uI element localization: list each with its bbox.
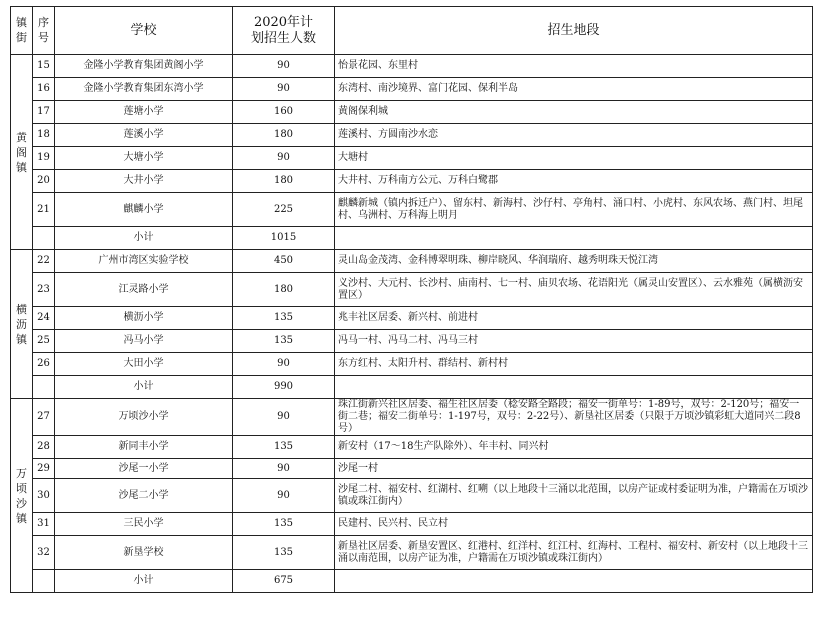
area-cell: 新安村（17～18生产队除外）、年丰村、同兴村 <box>335 436 813 459</box>
seq-cell: 28 <box>33 436 55 459</box>
school-cell: 三民小学 <box>55 513 233 536</box>
area-cell: 珠江街新兴社区居委、福生社区居委（稔安路全路段；福安一街单号：1-89号，双号：2-120号；福安一街二巷；福安二街单号：1-197号，双号：2-22号）、新垦社区居委（只限于万顷沙镇彩虹大道同兴二段8号） <box>335 399 813 436</box>
school-cell: 横沥小学 <box>55 307 233 330</box>
quota-cell: 90 <box>233 55 335 78</box>
quota-cell: 135 <box>233 536 335 570</box>
header-row <box>11 7 813 55</box>
header-quota: 2020年计划招生人数 <box>233 7 335 55</box>
quota-cell: 180 <box>233 170 335 193</box>
table-row <box>11 479 813 513</box>
table-row <box>11 273 813 307</box>
area-cell: 东方红村、太阳升村、群结村、新村村 <box>335 353 813 376</box>
town-cell: 万顷沙镇 <box>11 399 33 593</box>
quota-cell: 160 <box>233 101 335 124</box>
subtotal-label: 小计 <box>55 376 233 399</box>
seq-cell: 31 <box>33 513 55 536</box>
quota-cell: 180 <box>233 273 335 307</box>
table-row <box>11 170 813 193</box>
school-cell: 新同丰小学 <box>55 436 233 459</box>
header-seq: 序号 <box>33 7 55 55</box>
seq-cell: 19 <box>33 147 55 170</box>
table-row <box>11 513 813 536</box>
table-row <box>11 307 813 330</box>
subtotal-value: 1015 <box>233 227 335 250</box>
area-cell: 怡景花园、东里村 <box>335 55 813 78</box>
subtotal-value: 675 <box>233 570 335 593</box>
seq-cell: 18 <box>33 124 55 147</box>
seq-cell: 24 <box>33 307 55 330</box>
table-row <box>11 193 813 227</box>
subtotal-row <box>11 570 813 593</box>
table-row <box>11 55 813 78</box>
area-cell: 兆丰社区居委、新兴村、前进村 <box>335 307 813 330</box>
school-cell: 大井小学 <box>55 170 233 193</box>
seq-cell: 20 <box>33 170 55 193</box>
subtotal-row <box>11 376 813 399</box>
header-area: 招生地段 <box>335 7 813 55</box>
area-cell: 莲溪村、方圆南沙水恋 <box>335 124 813 147</box>
quota-cell: 135 <box>233 436 335 459</box>
quota-cell: 135 <box>233 330 335 353</box>
seq-cell: 17 <box>33 101 55 124</box>
school-cell: 莲溪小学 <box>55 124 233 147</box>
header-town: 镇街 <box>11 7 33 55</box>
quota-cell: 90 <box>233 459 335 479</box>
table-row <box>11 101 813 124</box>
seq-cell: 32 <box>33 536 55 570</box>
table-row <box>11 436 813 459</box>
school-cell: 麒麟小学 <box>55 193 233 227</box>
school-cell: 新垦学校 <box>55 536 233 570</box>
school-cell: 广州市湾区实验学校 <box>55 250 233 273</box>
quota-cell: 90 <box>233 353 335 376</box>
school-cell: 金隆小学教育集团东湾小学 <box>55 78 233 101</box>
quota-cell: 90 <box>233 399 335 436</box>
school-cell: 沙尾一小学 <box>55 459 233 479</box>
table-row <box>11 250 813 273</box>
quota-cell: 90 <box>233 147 335 170</box>
school-cell: 冯马小学 <box>55 330 233 353</box>
header-school: 学校 <box>55 7 233 55</box>
seq-cell: 23 <box>33 273 55 307</box>
area-cell: 沙尾二村、福安村、红湖村、红嗍（以上地段十三涌以北范围，以房产证或村委证明为准，户籍需在万顷沙镇或珠江街内） <box>335 479 813 513</box>
school-cell: 大塘小学 <box>55 147 233 170</box>
town-cell: 横沥镇 <box>11 250 33 399</box>
subtotal-label: 小计 <box>55 227 233 250</box>
seq-cell: 15 <box>33 55 55 78</box>
quota-cell: 450 <box>233 250 335 273</box>
table-row <box>11 124 813 147</box>
table-row <box>11 353 813 376</box>
area-cell: 灵山岛金茂湾、金科博翠明珠、柳岸晓风、华润瑞府、越秀明珠天悦江湾 <box>335 250 813 273</box>
school-cell: 莲塘小学 <box>55 101 233 124</box>
table-row <box>11 399 813 436</box>
table-row <box>11 536 813 570</box>
table-row <box>11 78 813 101</box>
school-cell: 万顷沙小学 <box>55 399 233 436</box>
area-cell: 大井村、万科南方公元、万科白鹭郡 <box>335 170 813 193</box>
seq-cell: 26 <box>33 353 55 376</box>
area-cell: 黄阁保利城 <box>335 101 813 124</box>
school-cell: 沙尾二小学 <box>55 479 233 513</box>
quota-cell: 90 <box>233 479 335 513</box>
enrollment-table <box>10 6 813 593</box>
seq-cell: 25 <box>33 330 55 353</box>
table-row <box>11 147 813 170</box>
school-cell: 江灵路小学 <box>55 273 233 307</box>
area-cell: 冯马一村、冯马二村、冯马三村 <box>335 330 813 353</box>
quota-cell: 225 <box>233 193 335 227</box>
seq-cell: 27 <box>33 399 55 436</box>
area-cell: 沙尾一村 <box>335 459 813 479</box>
area-cell: 东湾村、南沙境界、富门花园、保利半岛 <box>335 78 813 101</box>
table-row <box>11 459 813 479</box>
school-cell: 金隆小学教育集团黄阁小学 <box>55 55 233 78</box>
area-cell: 大塘村 <box>335 147 813 170</box>
seq-cell: 30 <box>33 479 55 513</box>
subtotal-label: 小计 <box>55 570 233 593</box>
subtotal-row <box>11 227 813 250</box>
area-cell: 麒麟新城（镇内拆迁户）、留东村、新海村、沙仔村、亭角村、涌口村、小虎村、东风农场、燕门村、坦尾村、乌洲村、万科海上明月 <box>335 193 813 227</box>
seq-cell: 16 <box>33 78 55 101</box>
area-cell: 新垦社区居委、新垦安置区、红港村、红洋村、红江村、红海村、工程村、福安村、新安村（以上地段十三涌以南范围，以房产证为准，户籍需在万顷沙镇或珠江街内） <box>335 536 813 570</box>
table-row <box>11 330 813 353</box>
seq-cell: 29 <box>33 459 55 479</box>
subtotal-value: 990 <box>233 376 335 399</box>
area-cell: 民建村、民兴村、民立村 <box>335 513 813 536</box>
seq-cell: 22 <box>33 250 55 273</box>
quota-cell: 135 <box>233 513 335 536</box>
quota-cell: 90 <box>233 78 335 101</box>
seq-cell: 21 <box>33 193 55 227</box>
area-cell: 义沙村、大元村、长沙村、庙南村、七一村、庙贝农场、花语阳光（属灵山安置区）、云水雅苑（属横沥安置区） <box>335 273 813 307</box>
quota-cell: 135 <box>233 307 335 330</box>
school-cell: 大田小学 <box>55 353 233 376</box>
quota-cell: 180 <box>233 124 335 147</box>
town-cell: 黄阁镇 <box>11 55 33 250</box>
